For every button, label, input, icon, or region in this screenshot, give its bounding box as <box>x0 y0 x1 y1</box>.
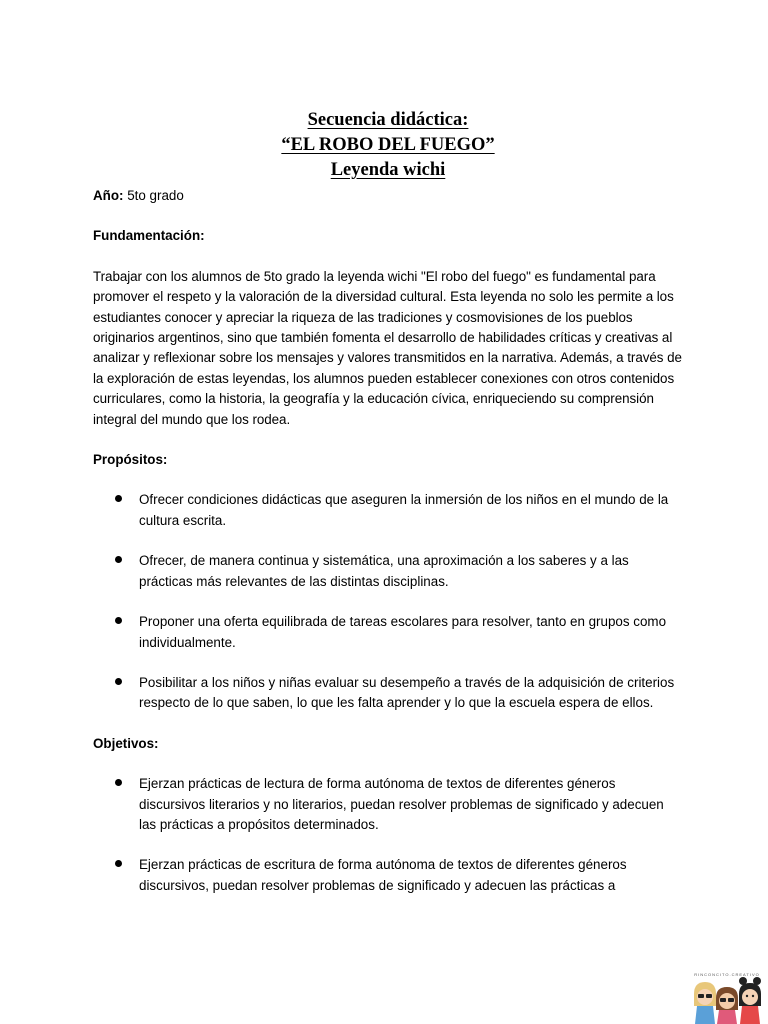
bullet-icon <box>115 556 122 563</box>
year-label: Año: <box>93 188 124 203</box>
title-line-2: “EL ROBO DEL FUEGO” <box>281 135 495 155</box>
objetivos-list <box>93 774 683 896</box>
document-title <box>93 108 683 183</box>
bullet-icon <box>115 860 122 867</box>
list-item <box>93 551 683 592</box>
list-item <box>93 490 683 531</box>
propositos-list <box>93 490 683 713</box>
list-item-text: Ejerzan prácticas de escritura de forma autónoma de textos de diferentes géneros discursivos, puedan resolver problemas de significado y adecuen las prácticas a <box>139 857 627 893</box>
bullet-icon <box>115 779 122 786</box>
list-item-text: Ofrecer condiciones didácticas que aseguren la inmersión de los niños en el mundo de la cultura escrita. <box>139 492 669 528</box>
list-item-text: Proponer una oferta equilibrada de tareas escolares para resolver, tanto en grupos como individualmente. <box>139 614 667 650</box>
fundamentacion-text: Trabajar con los alumnos de 5to grado la leyenda wichi "El robo del fuego" es fundamental para promover el respeto y la valoración de la diversidad cultural. Esta leyenda no solo les permite a los estudiantes conocer y apreciar la riqueza de las tradiciones y cosmovisiones de los pueblos originarios argentinos, sino que también fomenta el desarrollo de habilidades críticas y creativas al analizar y reflexionar sobre los mensajes y valores transmitidos en la narrativa. Además, a través de la exploración de estas leyendas, los alumnos pueden establecer conexiones con otros contenidos curriculares, como la historia, la geografía y la educación cívica, enriqueciendo su comprensión integral del mundo que los rodea. <box>93 268 682 427</box>
bullet-icon <box>115 617 122 624</box>
list-item-text: Ejerzan prácticas de lectura de forma autónoma de textos de diferentes géneros discursivos literarios y no literarios, puedan resolver problemas de significado y adecuen las prácticas a propósitos determinados. <box>139 776 664 832</box>
title-line-3: Leyenda wichi <box>330 160 446 180</box>
bullet-icon <box>115 495 122 502</box>
list-item <box>93 612 683 653</box>
fundamentacion-heading: Fundamentación: <box>93 228 205 244</box>
brand-logo <box>690 972 764 1024</box>
list-item <box>93 855 683 896</box>
list-item <box>93 673 683 714</box>
title-line-1: Secuencia didáctica: <box>307 110 469 130</box>
three-girls-cartoon-icon <box>690 972 764 1024</box>
list-item-text: Posibilitar a los niños y niñas evaluar su desempeño a través de la adquisición de criterios respecto de lo que saben, lo que les falta aprender y lo que la escuela espera de ellos. <box>139 674 675 711</box>
objetivos-heading: Objetivos: <box>93 735 159 751</box>
propositos-heading: Propósitos: <box>93 452 168 468</box>
document-page <box>93 108 683 896</box>
bullet-icon <box>115 678 122 685</box>
year-line <box>93 186 683 206</box>
logo-text: RINCONCITO.CREATIVO <box>694 972 760 977</box>
year-value: 5to grado <box>123 188 184 203</box>
list-item-text: Ofrecer, de manera continua y sistemática, una aproximación a los saberes y a las prácticas más relevantes de las distintas disciplinas. <box>139 553 629 589</box>
list-item <box>93 774 683 835</box>
